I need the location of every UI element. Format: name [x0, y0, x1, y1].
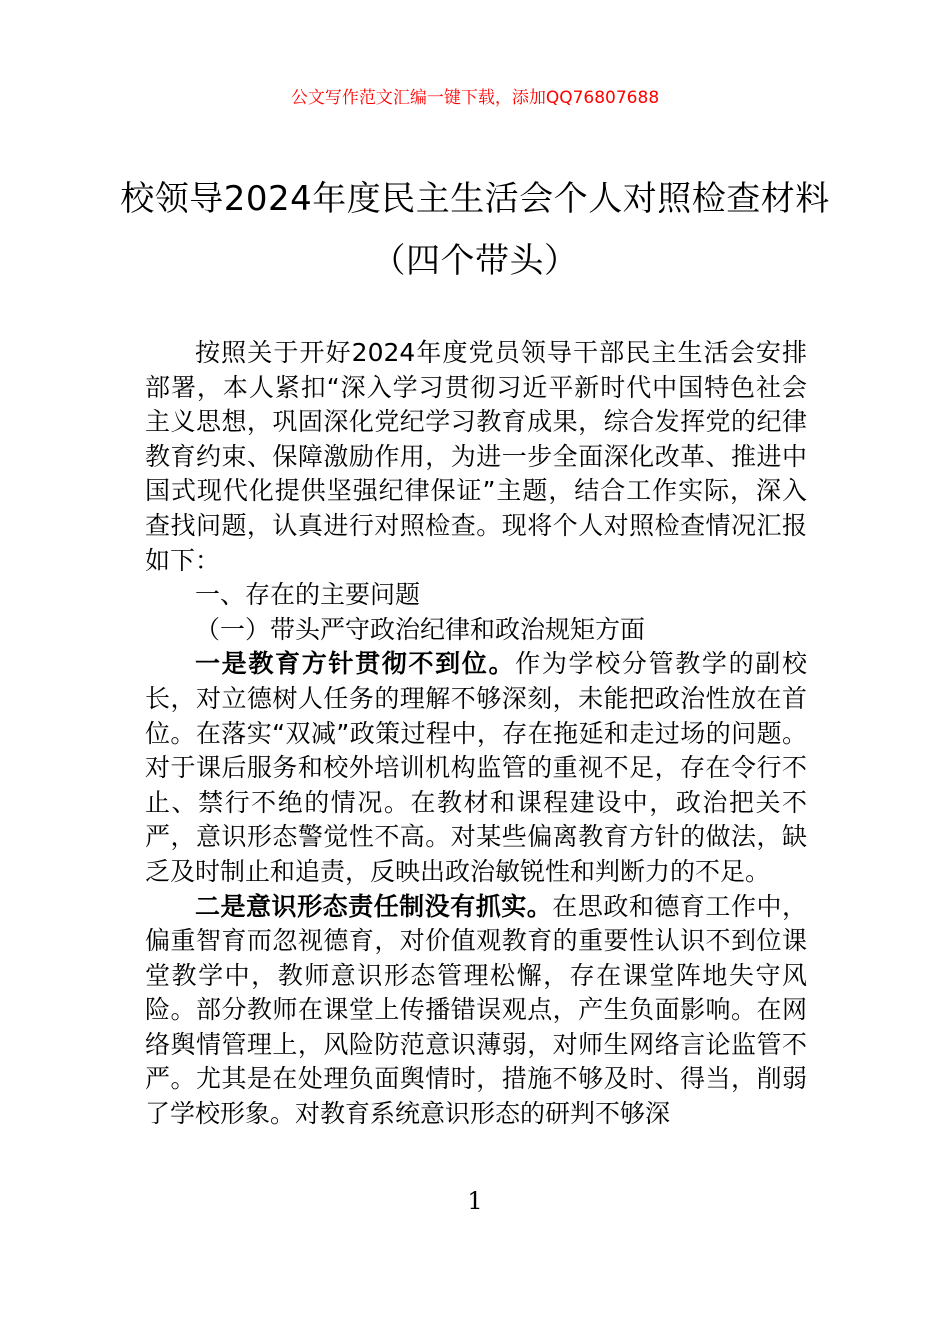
point-1-paragraph — [145, 647, 807, 889]
point-2-text: 在思政和德育工作中，偏重智育而忽视德育，对价值观教育的重要性认识不到位课堂教学中，教师意识形态管理松懈，存在课堂阵地失守风险。部分教师在课堂上传播错误观点，产生负面影响。在网络舆情管理上，风险防范意识薄弱，对师生网络言论监管不严。尤其是在处理负面舆情时，措施不够及时、得当，削弱了学校形象。对教育系统意识形态的研判不够深 — [145, 891, 807, 1129]
intro-paragraph: 按照关于开好2024年度党员领导干部民主生活会安排部署，本人紧扣“深入学习贯彻习近平新时代中国特色社会主义思想，巩固深化党纪学习教育成果，综合发挥党的纪律教育约束、保障激励作用，为进一步全面深化改革、推进中国式现代化提供坚强纪律保证”主题，结合工作实际，深入查找问题，认真进行对照检查。现将个人对照检查情况汇报如下： — [145, 338, 807, 575]
section-heading: 一、存在的主要问题 — [195, 580, 421, 610]
subsection-heading: （一）带头严守政治纪律和政治规矩方面 — [195, 614, 646, 644]
document-title: 校领导2024年度民主生活会个人对照检查材料（四个带头） — [120, 179, 830, 281]
page-number: 1 — [467, 1187, 483, 1215]
point-1-text: 作为学校分管教学的副校长，对立德树人任务的理解不够深刻，未能把政治性放在首位。在落实“双减”政策过程中，存在拖延和走过场的问题。对于课后服务和校外培训机构监管的重视不足，存在令行不止、禁行不绝的情况。在教材和课程建设中，政治把关不严，意识形态警觉性不高。对某些偏离教育方针的做法，缺乏及时制止和追责，反映出政治敏锐性和判断力的不足。 — [145, 649, 807, 886]
document-body — [145, 336, 807, 1132]
point-2-paragraph — [145, 890, 807, 1132]
point-1-title: 一是教育方针贯彻不到位。 — [195, 649, 516, 679]
download-promo-link[interactable]: 公文写作范文汇编一键下载，添加QQ76807688 — [290, 88, 660, 108]
point-2-title: 二是意识形态责任制没有抓实。 — [195, 891, 553, 921]
